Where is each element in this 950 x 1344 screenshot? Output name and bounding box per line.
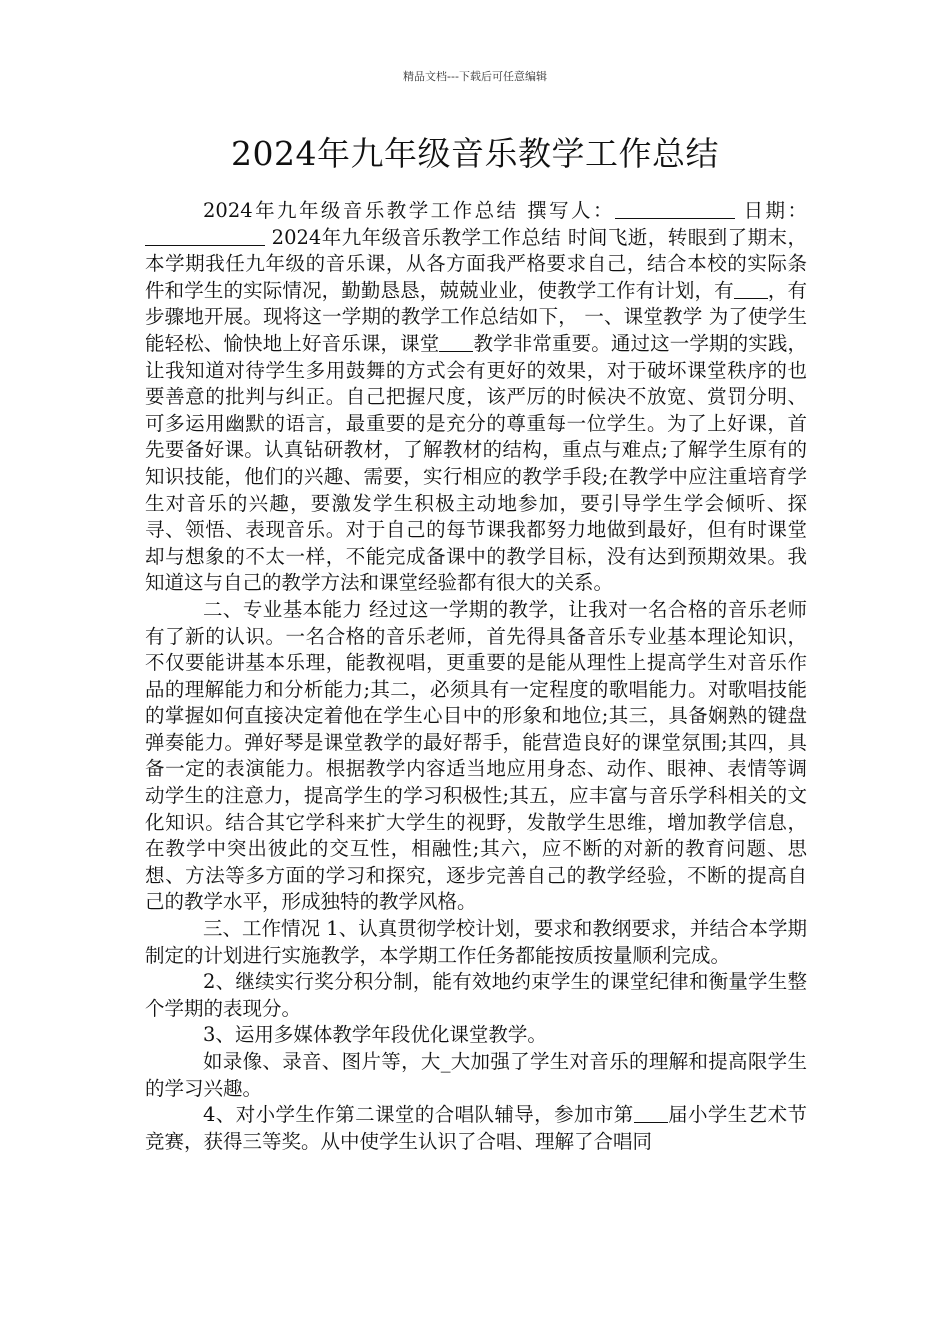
paragraph-item-3: 3、运用多媒体教学年段优化课堂教学。 (203, 1023, 547, 1047)
document-title: 2024年九年级音乐教学工作总结 (231, 134, 719, 173)
intro-text-b: 日期： (734, 199, 808, 222)
paragraph-section-2: 二、专业基本能力 经过这一学期的教学，让我对一名合格的音乐老师有了新的认识。一名合格的音乐老师，首先得具备音乐专业基本理论知识，不仅要能讲基本乐理，能教视唱，更重要的是能从理性上提高学生对音乐作品的理解能力和分析能力;其二，必须具有一定程度的歌唱能力。对歌唱技能的掌握如何直接决定着他在学生心目中的形象和地位;其三，具备娴熟的键盘弹奏能力。弹好琴是课堂教学的最好帮手，能营造良好的课堂氛围;其四，具备一定的表演能力。根据教学内容适当地应用身态、动作、眼神、表情等调动学生的注意力，提高学生的学习积极性;其五，应丰富与音乐学科相关的文化知识。结合其它学科来扩大学生的视野，发散学生思维，增加教学信息，在教学中突出彼此的交互性，相融性;其六，应不断的对新的教育问题、思想、方法等多方面的学习和探究，逐步完善自己的教学经验，不断的提高自己的教学水平，形成独特的教学风格。 (145, 597, 807, 914)
author-blank (615, 200, 735, 219)
intro-text-d: ，有步骤地开展。现将这一学期的教学工作总结如下， 一、课堂教学 为了使学生能轻松、愉快地上好音乐课，课堂 (145, 278, 807, 355)
paragraph-item-3b: 如录像、录音、图片等，大_大加强了学生对音乐的理解和提高限学生的学习兴趣。 (145, 1050, 807, 1100)
intro-text-e: 教学非常重要。通过这一学期的实践，让我知道对待学生多用鼓舞的方式会有更好的效果，对于破坏课堂秩序的也要善意的批判与纠正。自己把握尺度，该严厉的时候决不放宽、赏罚分明、可多运用幽默的语言，最重要的是充分的尊重每一位学生。为了上好课，首先要备好课。认真钻研教材，了解教材的结构，重点与难点;了解学生原有的知识技能，他们的兴趣、需要，实行相应的教学手段;在教学中应注重培育学生对音乐的兴趣，要激发学生积极主动地参加，要引导学生学会倾听、探寻、领悟、表现音乐。对于自己的每节课我都努力地做到最好，但有时课堂却与想象的不太一样，不能完成备课中的教学目标，没有达到预期效果。我知道这与自己的教学方法和课堂经验都有很大的关系。 (145, 331, 807, 595)
paragraph-intro (145, 198, 807, 597)
page-header: 精品文档---下载后可任意编辑 (403, 70, 547, 83)
class-blank (439, 333, 473, 352)
date-blank (145, 227, 265, 246)
intro-text-c: 2024年九年级音乐教学工作总结 时间飞逝，转眼到了期末，本学期我任九年级的音乐课，从各方面我严格要求自己，结合本校的实际条件和学生的实际情况，勤勤恳恳，兢兢业业，使教学工作有计划，有 (145, 225, 807, 302)
document-body (145, 198, 807, 1155)
item4-text-b: 届小学生艺术节竞赛，获得三等奖。从中使学生认识了合唱、理解了合唱同 (145, 1103, 807, 1153)
paragraph-section-3: 三、工作情况 1、认真贯彻学校计划，要求和教纲要求，并结合本学期制定的计划进行实施教学，本学期工作任务都能按质按量顺利完成。 (145, 917, 807, 967)
intro-text-a: 2024年九年级音乐教学工作总结 撰写人： (203, 199, 615, 222)
item4-text-a: 4、对小学生作第二课堂的合唱队辅导，参加市第 (203, 1103, 634, 1127)
plan-blank (734, 280, 768, 299)
paragraph-item-4 (145, 1102, 807, 1155)
contest-blank (634, 1104, 668, 1123)
paragraph-item-2: 2、继续实行奖分积分制，能有效地约束学生的课堂纪律和衡量学生整个学期的表现分。 (145, 970, 807, 1020)
